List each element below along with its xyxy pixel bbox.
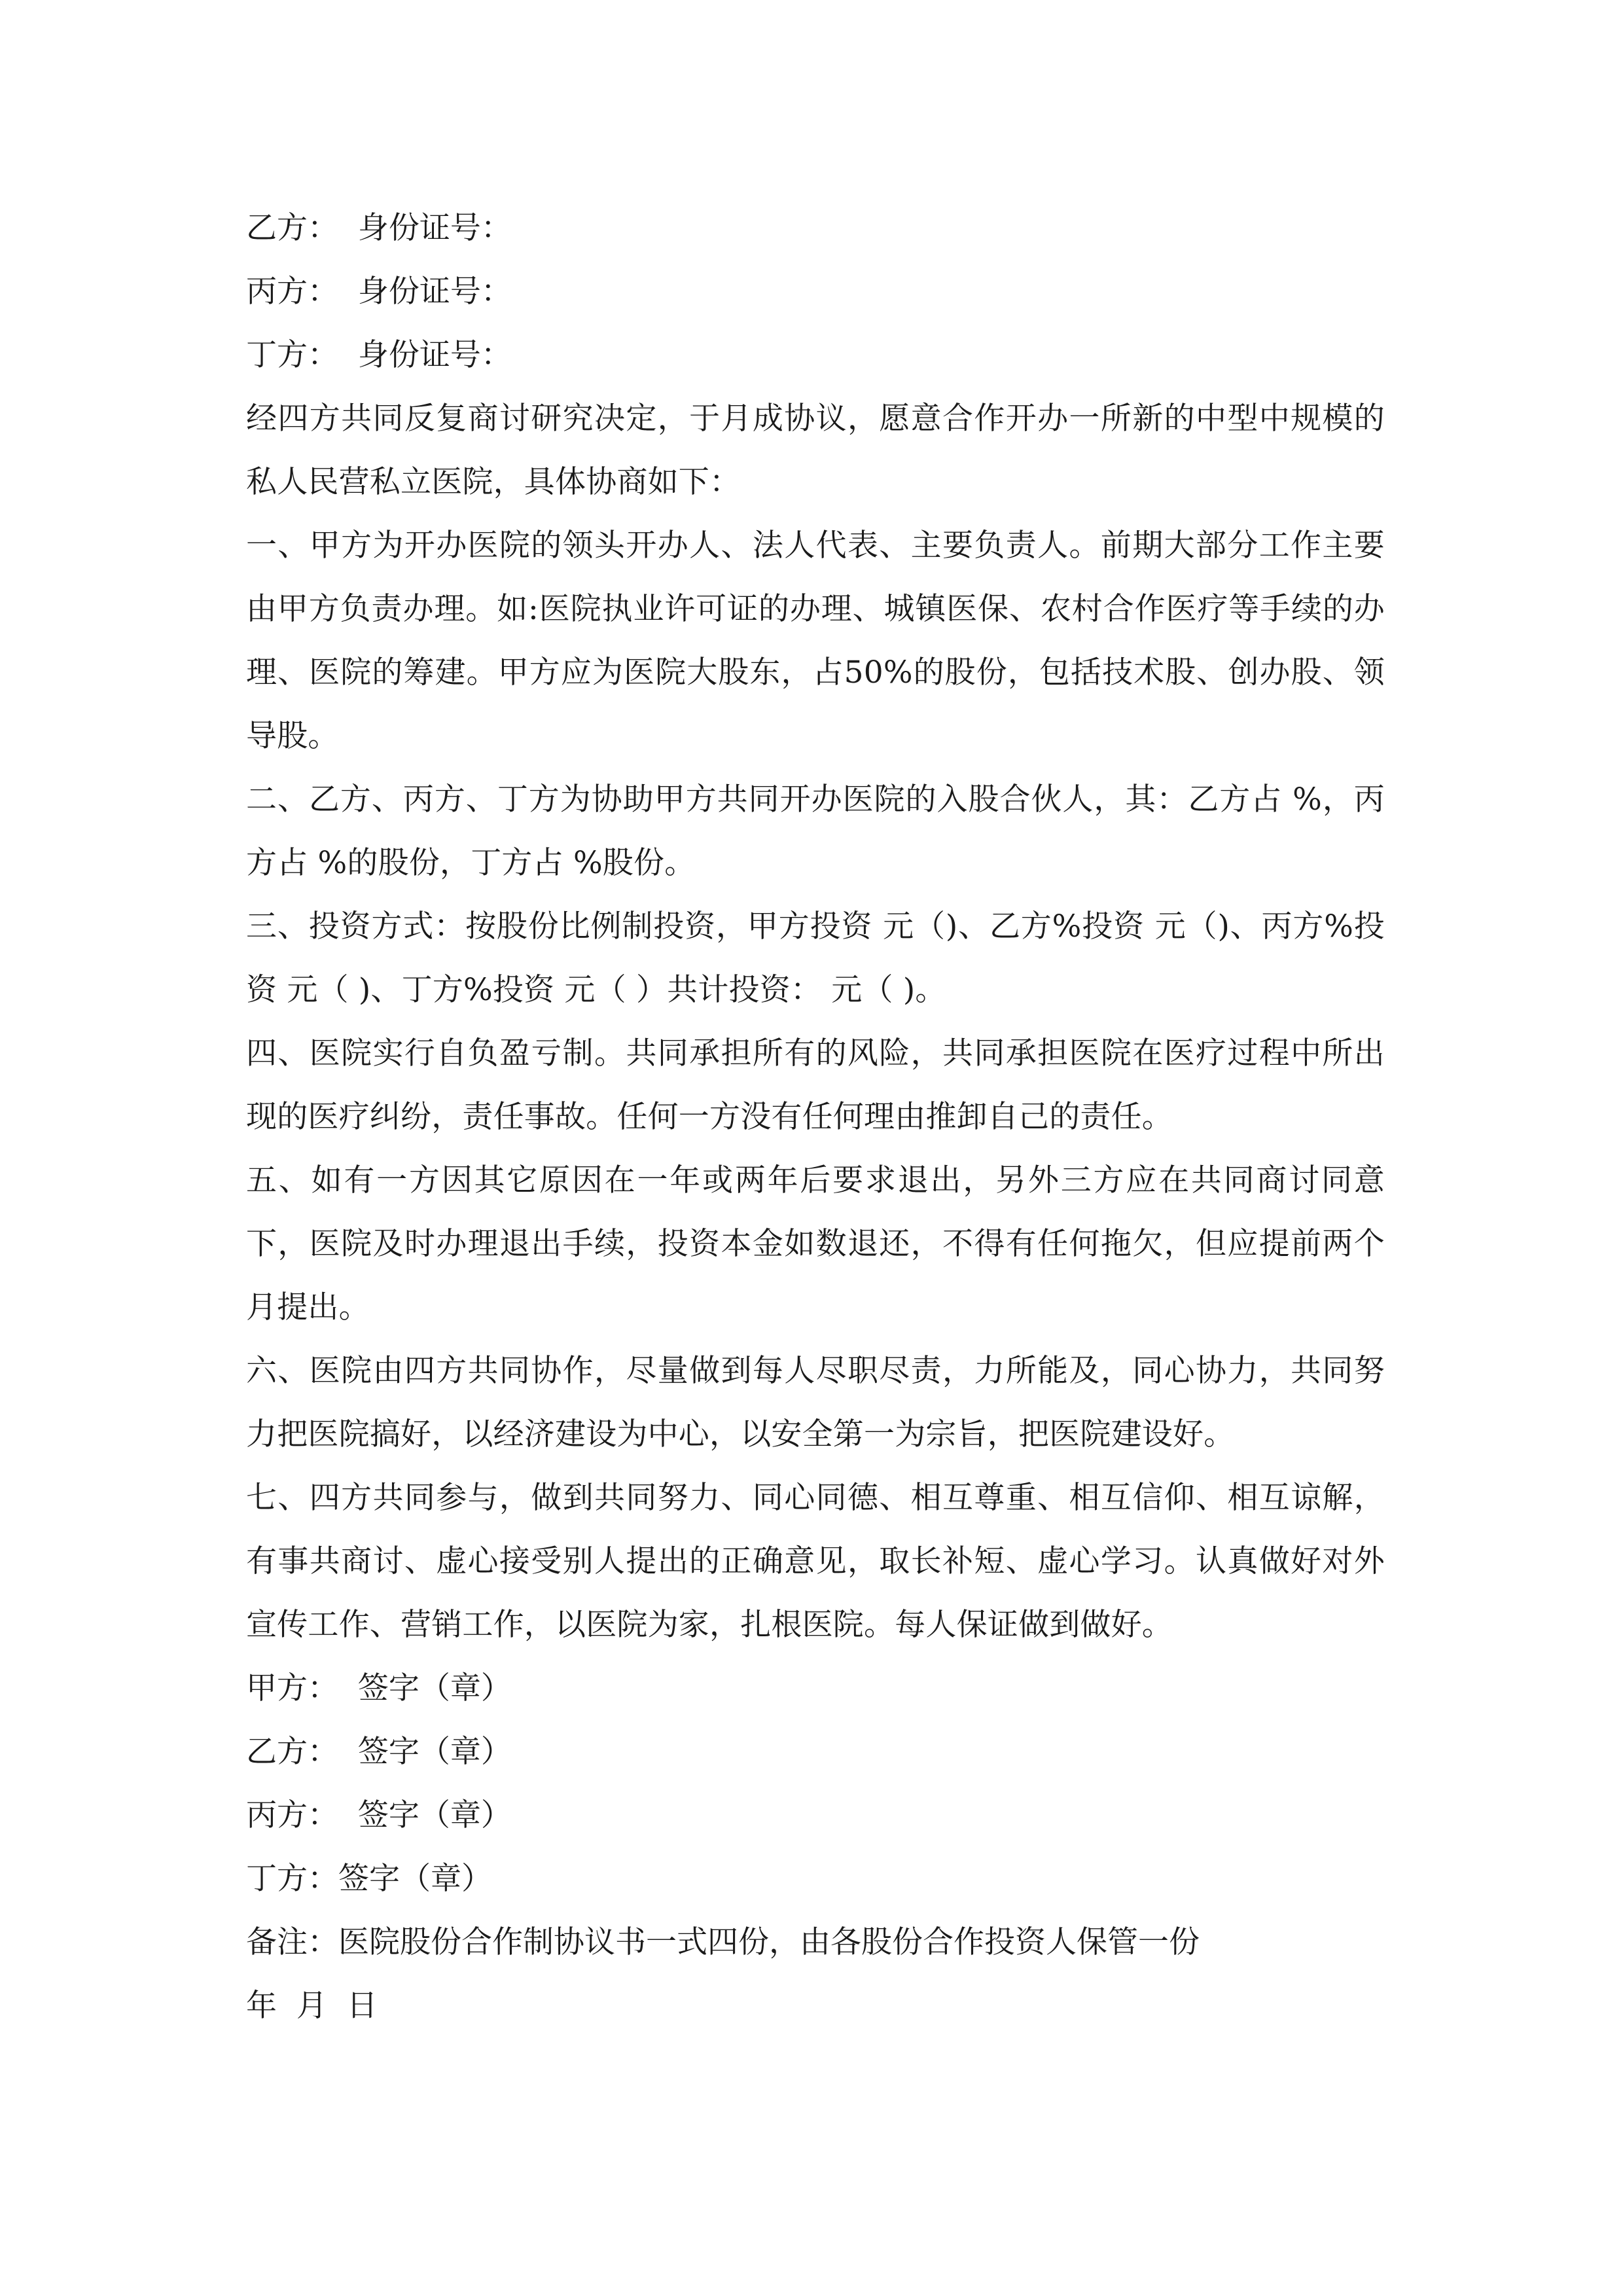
- signature-line-jia: 甲方： 签字（章）: [246, 1670, 512, 1706]
- clause-3: 三、投资方式：按股份比例制投资，甲方投资 元（)、乙方%投资 元（)、丙方%投资 元（ )、丁方%投资 元（ ）共计投资： 元（ )。: [246, 908, 1385, 1008]
- party-line-yi: 乙方： 身份证号：: [246, 210, 512, 246]
- signature-line-bing: 丙方： 签字（章）: [246, 1797, 512, 1833]
- remark-note: 备注：医院股份合作制协议书一式四份，由各股份合作投资人保管一份: [246, 1924, 1200, 1960]
- date-line: 年 月 日: [246, 1988, 378, 2024]
- clause-6: 六、医院由四方共同协作，尽量做到每人尽职尽责，力所能及，同心协力，共同努力把医院搞好，以经济建设为中心，以安全第一为宗旨，把医院建设好。: [246, 1353, 1385, 1452]
- clause-1: 一、甲方为开办医院的领头开办人、法人代表、主要负责人。前期大部分工作主要由甲方负责办理。如:医院执业许可证的办理、城镇医保、农村合作医疗等手续的办理、医院的筹建。甲方应为医院大股东，占50%的股份，包括技术股、创办股、领导股。: [246, 528, 1385, 754]
- clause-5: 五、如有一方因其它原因在一年或两年后要求退出，另外三方应在共同商讨同意下，医院及时办理退出手续，投资本金如数退还，不得有任何拖欠，但应提前两个月提出。: [246, 1162, 1385, 1325]
- intro-paragraph: 经四方共同反复商讨研究决定，于月成协议，愿意合作开办一所新的中型中规模的私人民营私立医院，具体协商如下：: [246, 401, 1385, 500]
- document-body: [246, 196, 1385, 2037]
- party-line-bing: 丙方： 身份证号：: [246, 274, 512, 310]
- party-line-ding: 丁方： 身份证号：: [246, 337, 512, 373]
- signature-line-yi: 乙方： 签字（章）: [246, 1734, 512, 1770]
- signature-line-ding: 丁方：签字（章）: [246, 1861, 492, 1897]
- clause-4: 四、医院实行自负盈亏制。共同承担所有的风险，共同承担医院在医疗过程中所出现的医疗纠纷，责任事故。任何一方没有任何理由推卸自己的责任。: [246, 1035, 1385, 1135]
- clause-2: 二、乙方、丙方、丁方为协助甲方共同开办医院的入股合伙人，其：乙方占 %，丙方占 %的股份，丁方占 %股份。: [246, 781, 1385, 881]
- clause-7: 七、四方共同参与，做到共同努力、同心同德、相互尊重、相互信仰、相互谅解，有事共商讨、虚心接受别人提出的正确意见，取长补短、虚心学习。认真做好对外宣传工作、营销工作，以医院为家，扎根医院。每人保证做到做好。: [246, 1480, 1385, 1643]
